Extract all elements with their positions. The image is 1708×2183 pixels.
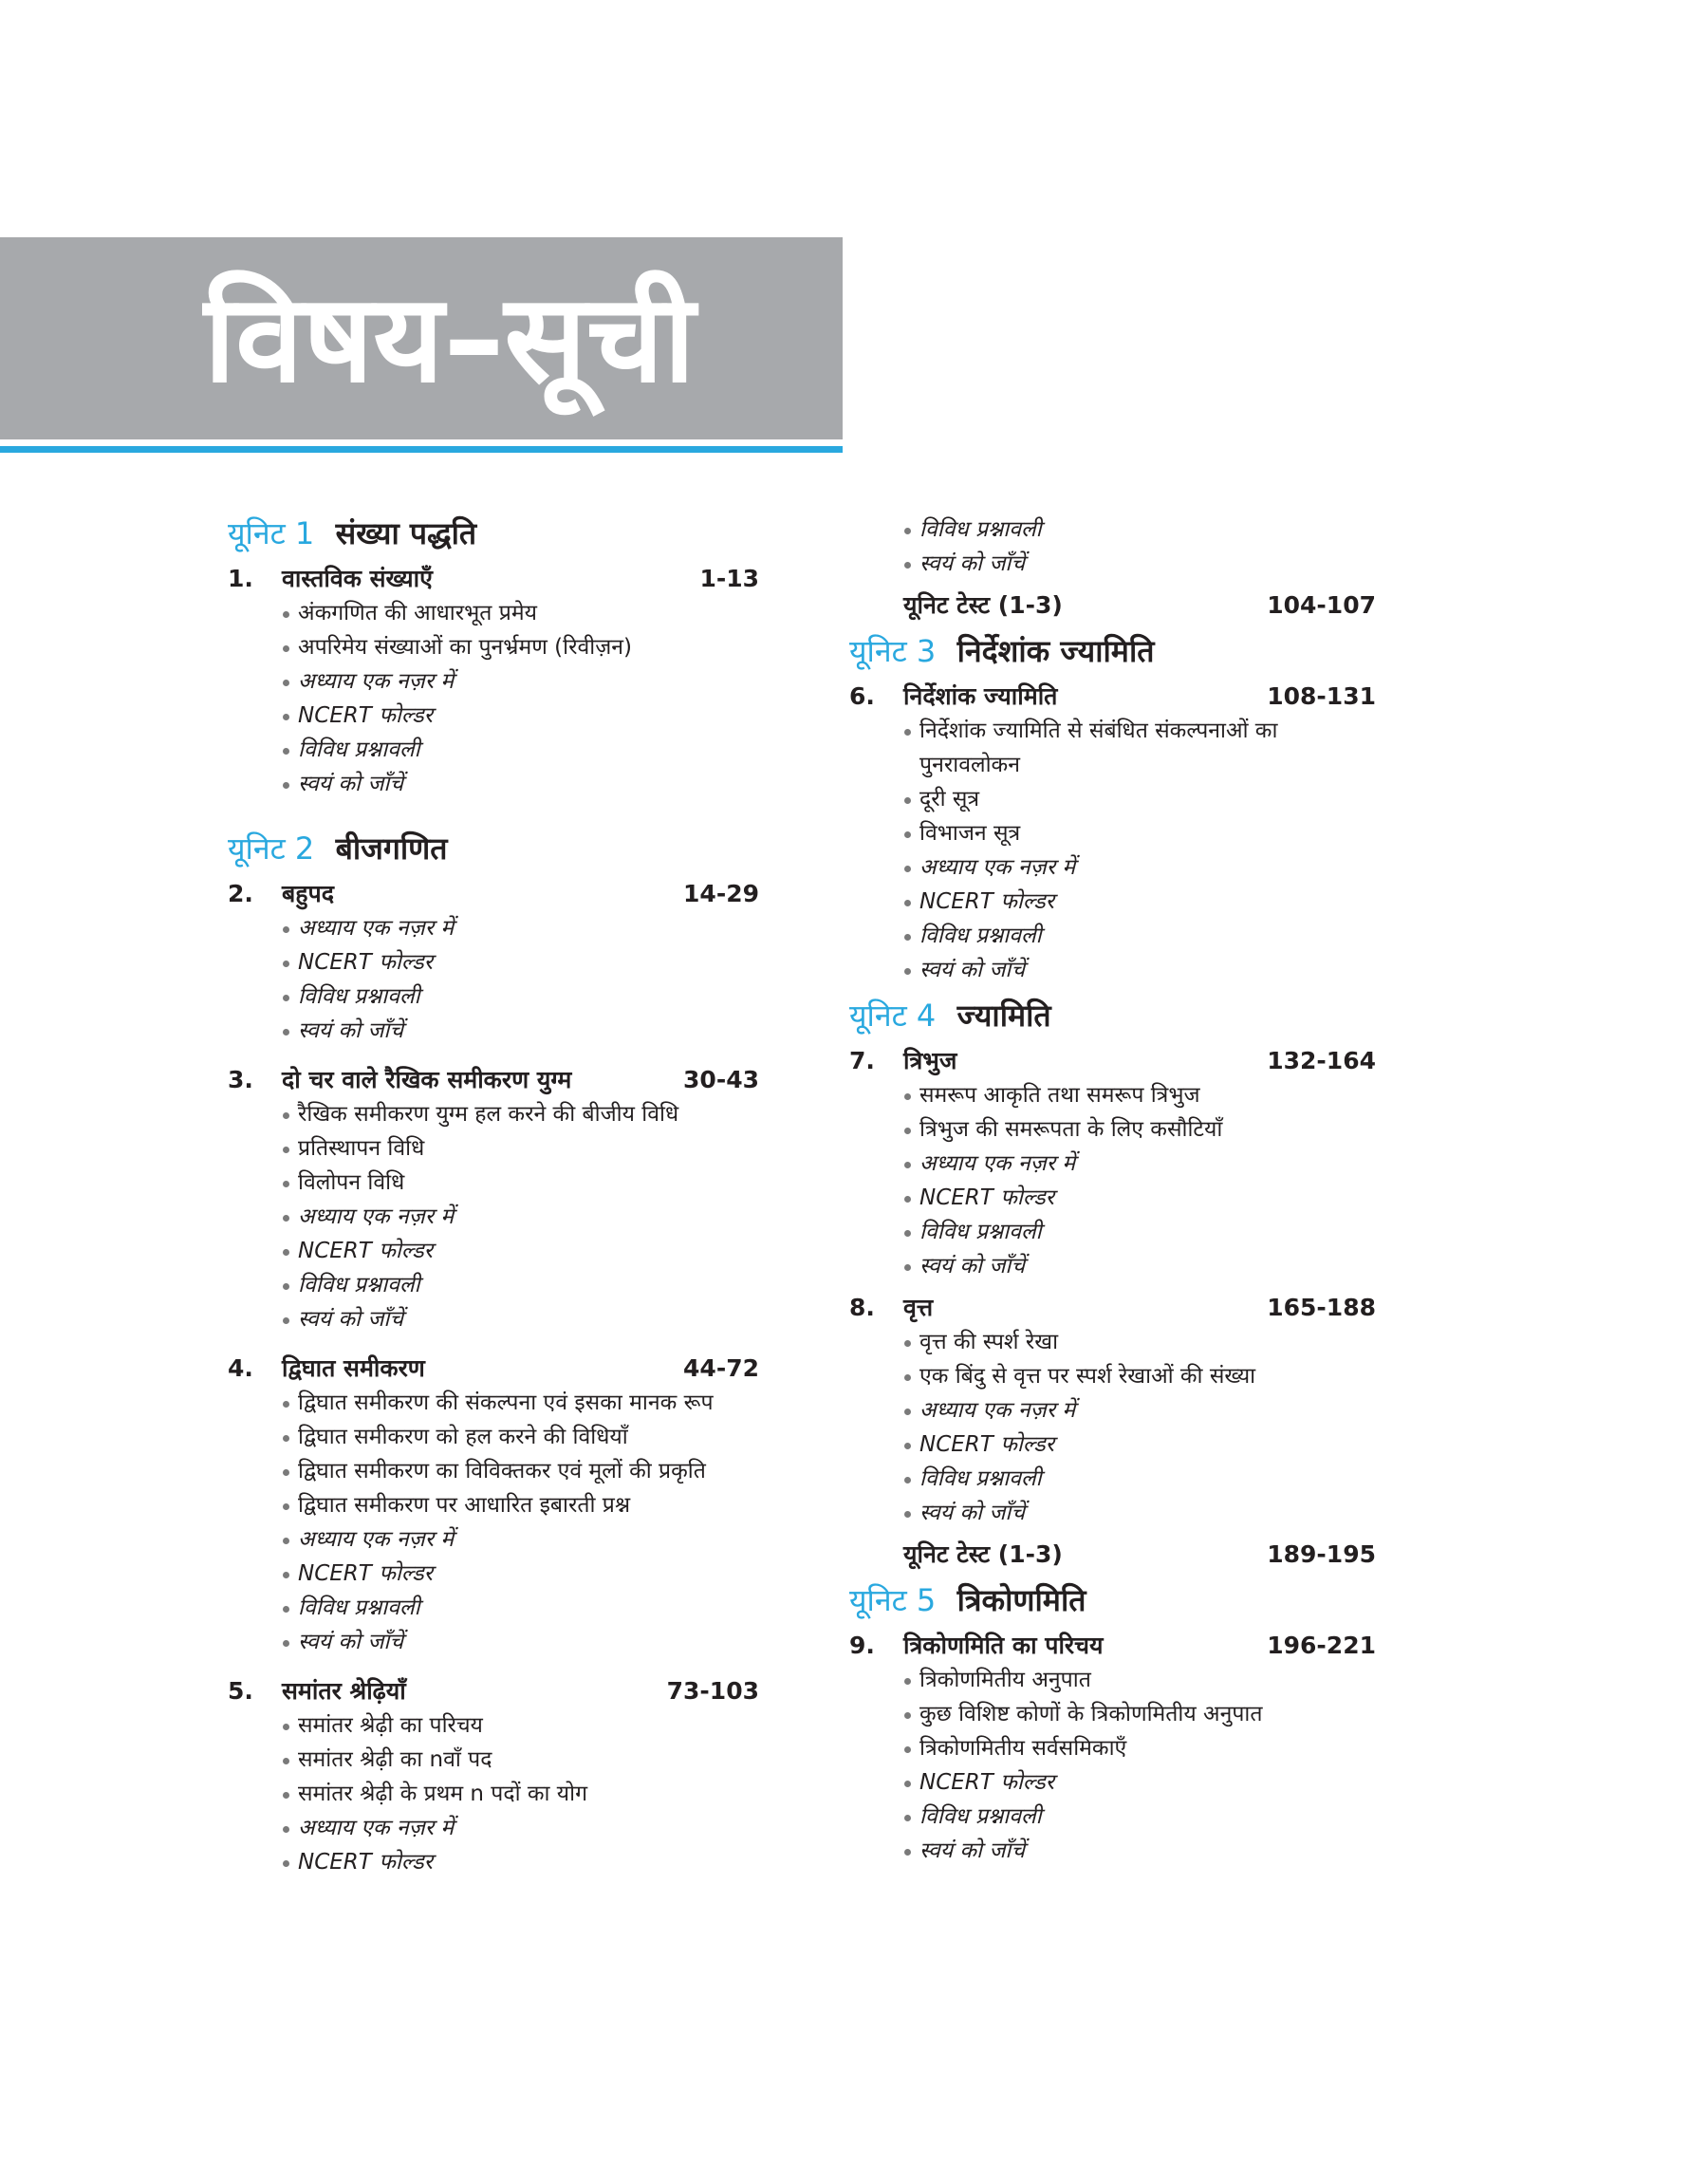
topic-item: NCERT फोल्डर [904,1427,1376,1462]
unit-test-row-2[interactable] [849,1538,1376,1572]
unit-label: यूनिट 2 [228,830,315,867]
chapter-title: बहुपद [282,880,335,907]
topic-item: अध्याय एक नज़र में [904,1393,1376,1427]
chapter-number: 5. [228,1677,253,1705]
topic-item: अपरिमेय संख्याओं का पुनर्भ्रमण (रिवीज़न) [283,630,759,664]
topic-list [228,911,759,1048]
topic-item: अंकगणित की आधारभूत प्रमेय [283,596,759,630]
topic-item: NCERT फोल्डर [283,1845,759,1879]
topic-list [849,1663,1376,1868]
unit-heading-1 [228,513,759,554]
unit-title: त्रिकोणमिति [956,1582,1086,1618]
chapter-pages: 165-188 [1267,1294,1376,1321]
topic-item: अध्याय एक नज़र में [283,911,759,945]
topic-item: निर्देशांक ज्यामिति से संबंधित संकल्पनाओं का पुनरावलोकन [904,714,1337,782]
chapter-number: 9. [849,1632,875,1659]
topic-item: NCERT फोल्डर [904,885,1376,919]
chapter-row-4[interactable] [228,1352,759,1386]
topic-item: NCERT फोल्डर [904,1181,1376,1215]
chapter-title: त्रिकोणमिति का परिचय [903,1632,1104,1659]
chapter-title: समांतर श्रेढ़ियाँ [282,1677,406,1705]
chapter-number: 2. [228,880,253,907]
topic-item: कुछ विशिष्ट कोणों के त्रिकोणमितीय अनुपात [904,1697,1376,1731]
topic-item: स्वयं को जाँचें [904,1249,1376,1283]
chapter-title: त्रिभुज [903,1047,957,1074]
topic-item: द्विघात समीकरण की संकल्पना एवं इसका मानक रूप [283,1386,759,1420]
topic-item: NCERT फोल्डर [283,945,759,980]
topic-item: NCERT फोल्डर [283,699,759,733]
chapter-row-7[interactable] [849,1044,1376,1078]
unit-heading-5 [849,1579,1376,1621]
chapter-row-9[interactable] [849,1629,1376,1663]
chapter-pages: 30-43 [683,1066,759,1093]
topic-item: विविध प्रश्नावली [904,919,1376,953]
chapter-number: 3. [228,1066,253,1093]
topic-item: NCERT फोल्डर [904,1765,1376,1800]
topic-item: अध्याय एक नज़र में [283,1522,759,1557]
chapter-title: वास्तविक संख्याएँ [282,565,433,592]
unit-label: यूनिट 4 [849,998,937,1034]
topic-list [849,714,1376,987]
topic-item: स्वयं को जाँचें [283,1302,759,1336]
topic-item: दूरी सूत्र [904,782,1376,816]
topic-item: विविध प्रश्नावली [283,733,759,767]
topic-item: विविध प्रश्नावली [904,1215,1376,1249]
topic-item: त्रिकोणमितीय सर्वसमिकाएँ [904,1731,1376,1765]
topic-item: स्वयं को जाँचें [904,1496,1376,1530]
topic-list [849,1325,1376,1530]
unit-title: संख्या पद्धति [335,515,477,551]
chapter-row-3[interactable] [228,1063,759,1097]
topic-item: वृत्त की स्पर्श रेखा [904,1325,1376,1359]
title-underline [0,446,843,453]
chapter-row-8[interactable] [849,1291,1376,1325]
topic-item: अध्याय एक नज़र में [283,664,759,699]
topic-list [849,513,1376,581]
topic-item: विभाजन सूत्र [904,816,1376,850]
unit-test-title: यूनिट टेस्ट (1-3) [903,1540,1063,1568]
unit-heading-3 [849,630,1376,672]
topic-item: स्वयं को जाँचें [283,1625,759,1659]
chapter-pages: 196-221 [1267,1632,1376,1659]
topic-list [849,1078,1376,1283]
unit-test-pages: 189-195 [1267,1540,1376,1568]
topic-item: स्वयं को जाँचें [904,953,1376,987]
topic-item: एक बिंदु से वृत्त पर स्पर्श रेखाओं की संख्या [904,1359,1376,1393]
unit-heading-2 [228,828,759,869]
topic-item: विविध प्रश्नावली [283,1591,759,1625]
chapter-title: निर्देशांक ज्यामिति [903,682,1058,710]
unit-label: यूनिट 1 [228,515,315,551]
topic-item: विविध प्रश्नावली [283,1268,759,1302]
topic-item: द्विघात समीकरण का विविक्तकर एवं मूलों की प्रकृति [283,1454,759,1488]
topic-item: समरूप आकृति तथा समरूप त्रिभुज [904,1078,1376,1112]
topic-item: अध्याय एक नज़र में [283,1200,759,1234]
page-title: विषय–सूची [204,269,696,410]
chapter-pages: 132-164 [1267,1047,1376,1074]
topic-item: विविध प्रश्नावली [904,513,1376,547]
topic-item: समांतर श्रेढ़ी का nवाँ पद [283,1743,759,1777]
chapter-number: 4. [228,1354,253,1382]
topic-item: अध्याय एक नज़र में [904,1147,1376,1181]
chapter-row-2[interactable] [228,877,759,911]
unit-label: यूनिट 5 [849,1582,937,1618]
topic-item: अध्याय एक नज़र में [904,850,1376,885]
topic-item: समांतर श्रेढ़ी के प्रथम n पदों का योग [283,1777,759,1811]
chapter-pages: 73-103 [666,1677,759,1705]
chapter-pages: 14-29 [683,880,759,907]
chapter-title: द्विघात समीकरण [282,1354,425,1382]
unit-heading-4 [849,995,1376,1036]
unit-test-title: यूनिट टेस्ट (1-3) [903,591,1063,619]
topic-item: द्विघात समीकरण को हल करने की विधियाँ [283,1420,759,1454]
topic-item: समांतर श्रेढ़ी का परिचय [283,1708,759,1743]
topic-item: द्विघात समीकरण पर आधारित इबारती प्रश्न [283,1488,759,1522]
toc-left-column [228,513,759,1879]
chapter-number: 8. [849,1294,875,1321]
chapter-title: वृत्त [903,1294,934,1321]
chapter-number: 7. [849,1047,875,1074]
chapter-pages: 108-131 [1267,682,1376,710]
topic-item: NCERT फोल्डर [283,1234,759,1268]
unit-label: यूनिट 3 [849,633,937,669]
topic-item: स्वयं को जाँचें [904,547,1376,581]
unit-test-pages: 104-107 [1267,591,1376,619]
topic-item: त्रिकोणमितीय अनुपात [904,1663,1376,1697]
chapter-number: 6. [849,682,875,710]
toc-right-column [849,513,1376,1868]
topic-item: विविध प्रश्नावली [904,1462,1376,1496]
topic-item: त्रिभुज की समरूपता के लिए कसौटियाँ [904,1112,1376,1147]
unit-title: निर्देशांक ज्यामिति [956,633,1155,669]
topic-item: NCERT फोल्डर [283,1557,759,1591]
topic-item: स्वयं को जाँचें [283,1014,759,1048]
chapter-row-6[interactable] [849,680,1376,714]
topic-item: अध्याय एक नज़र में [283,1811,759,1845]
chapter-number: 1. [228,565,253,592]
chapter-title: दो चर वाले रैखिक समीकरण युग्म [282,1066,572,1093]
topic-item: स्वयं को जाँचें [283,767,759,801]
chapter-pages: 44-72 [683,1354,759,1382]
topic-item: रैखिक समीकरण युग्म हल करने की बीजीय विधि [283,1097,759,1131]
unit-test-row-1[interactable] [849,588,1376,623]
chapter-row-1[interactable] [228,562,759,596]
topic-item: विलोपन विधि [283,1166,759,1200]
topic-list [228,596,759,801]
topic-item: विविध प्रश्नावली [283,980,759,1014]
unit-title: ज्यामिति [956,998,1051,1034]
chapter-pages: 1-13 [699,565,759,592]
topic-item: स्वयं को जाँचें [904,1834,1376,1868]
topic-list [228,1097,759,1336]
topic-item: प्रतिस्थापन विधि [283,1131,759,1166]
topic-item: विविध प्रश्नावली [904,1800,1376,1834]
topic-list [228,1708,759,1879]
unit-title: बीजगणित [335,830,448,867]
topic-list [228,1386,759,1659]
chapter-row-5[interactable] [228,1674,759,1708]
